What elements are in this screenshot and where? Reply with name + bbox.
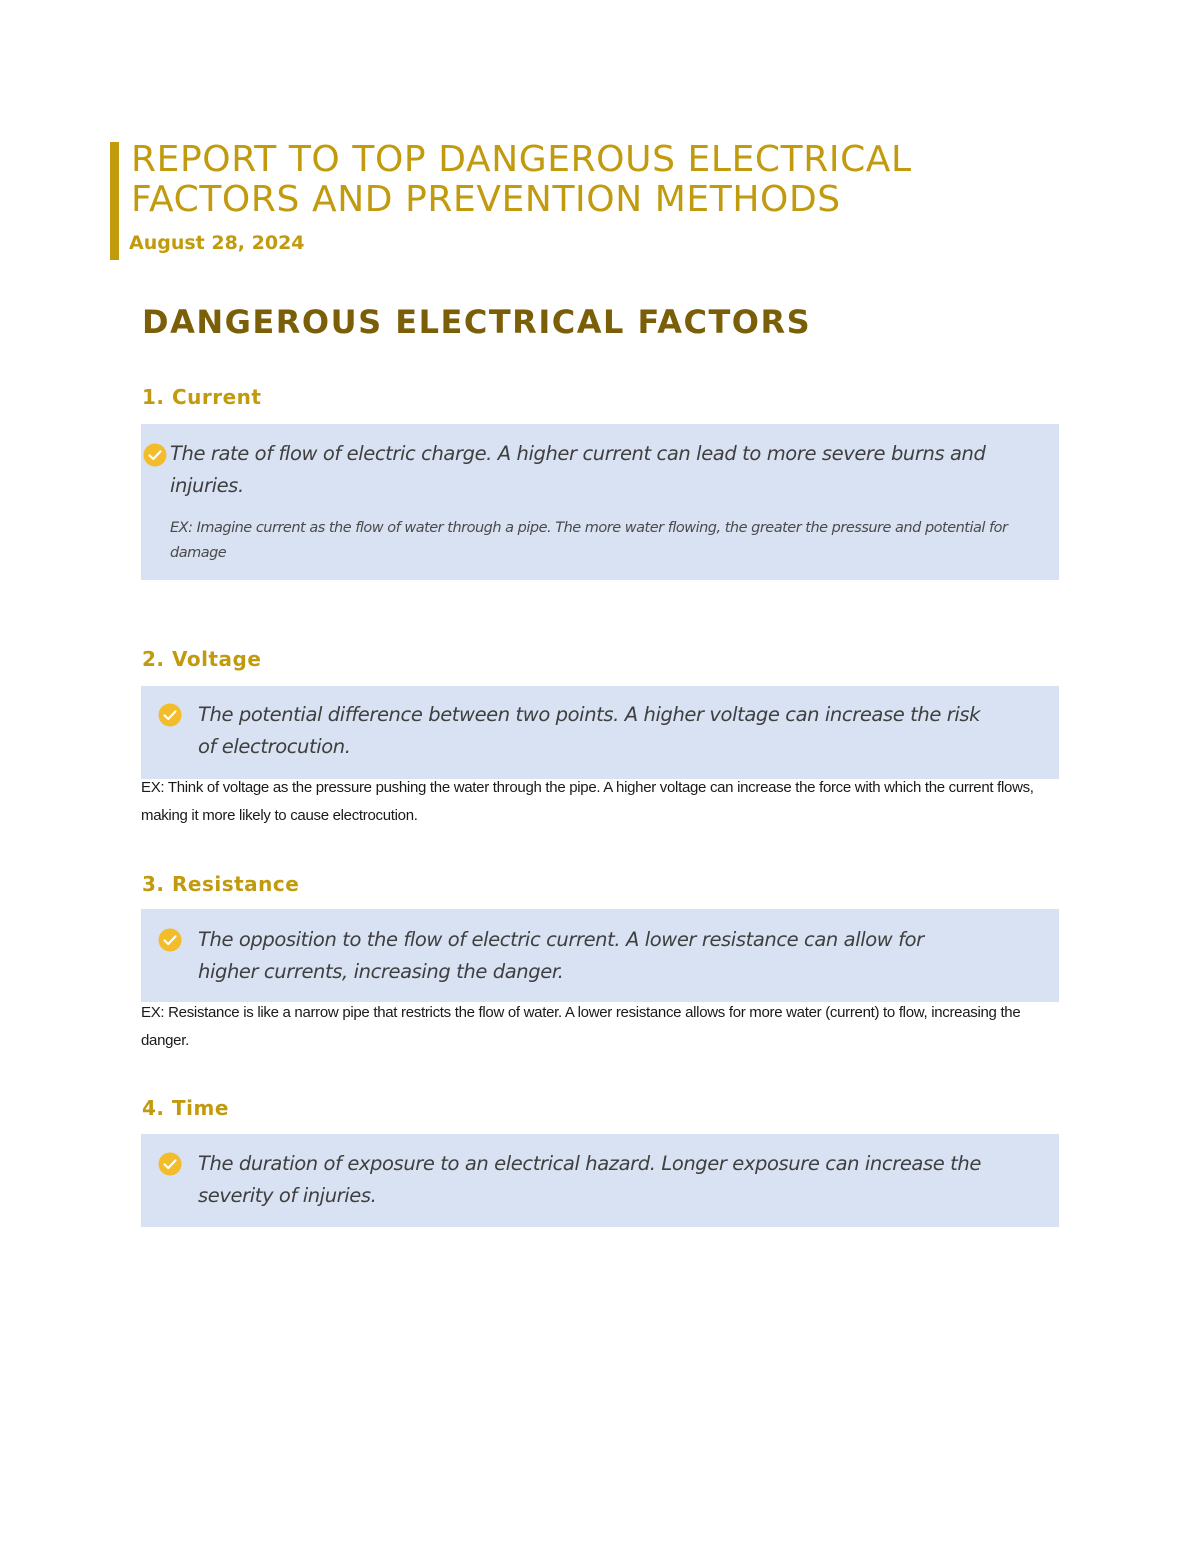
factor-heading-current: 1. Current xyxy=(142,385,262,409)
factor-heading-resistance: 3. Resistance xyxy=(142,872,300,896)
check-circle-icon xyxy=(143,443,167,467)
factor-heading-voltage: 2. Voltage xyxy=(142,647,262,671)
document-title: REPORT TO TOP DANGEROUS ELECTRICAL FACTORS AND PREVENTION METHODS xyxy=(131,139,912,220)
definition-resistance: The opposition to the flow of electric current. A lower resistance can allow for higher currents, increasing the danger. xyxy=(198,928,924,983)
document-date: August 28, 2024 xyxy=(129,232,305,254)
title-block xyxy=(110,139,1060,260)
factor-heading-time: 4. Time xyxy=(142,1096,229,1120)
check-circle-icon xyxy=(158,703,182,727)
callout-current xyxy=(141,424,1059,580)
check-circle-icon xyxy=(158,1152,182,1176)
section-heading: DANGEROUS ELECTRICAL FACTORS xyxy=(142,303,812,341)
example-voltage: EX: Think of voltage as the pressure pushing the water through the pipe. A higher voltage can increase the force with which the current flows, making it more likely to cause electrocution. xyxy=(141,779,1034,824)
example-current: EX: Imagine current as the flow of water through a pipe. The more water flowing, the greater the pressure and potential for damage xyxy=(170,520,1008,561)
example-resistance: EX: Resistance is like a narrow pipe that restricts the flow of water. A lower resistance allows for more water (current) to flow, increasing the danger. xyxy=(141,1004,1021,1049)
check-circle-icon xyxy=(158,928,182,952)
definition-time: The duration of exposure to an electrical hazard. Longer exposure can increase the severity of injuries. xyxy=(198,1152,981,1207)
callout-time xyxy=(141,1134,1059,1227)
callout-resistance xyxy=(141,909,1059,1002)
title-accent-bar xyxy=(110,142,119,260)
definition-voltage: The potential difference between two points. A higher voltage can increase the risk of electrocution. xyxy=(198,703,981,758)
callout-voltage xyxy=(141,686,1059,779)
definition-current: The rate of flow of electric charge. A higher current can lead to more severe burns and injuries. xyxy=(170,442,986,497)
